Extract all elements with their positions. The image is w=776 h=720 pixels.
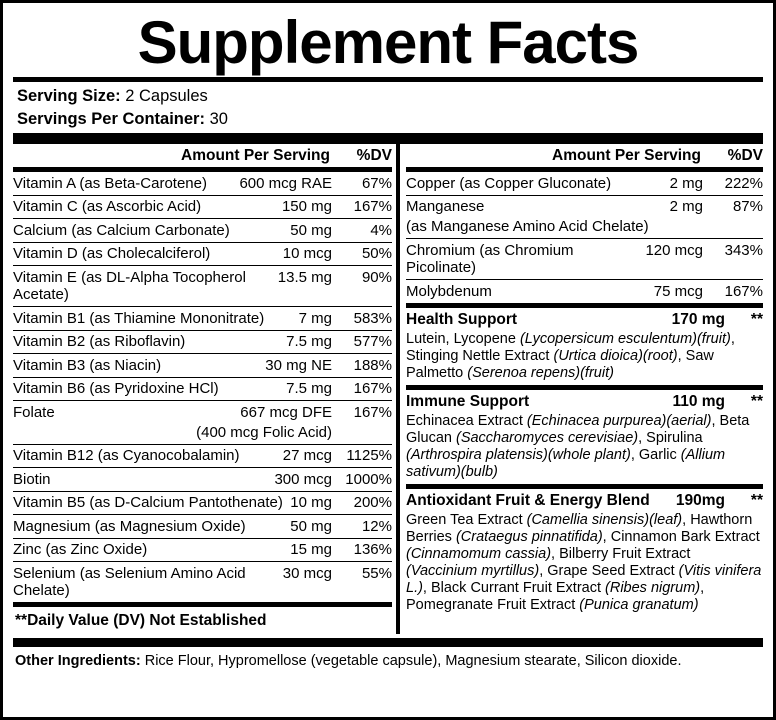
servings-per-container-line [13,110,763,133]
nutrient-amount: 27 mcg [282,447,332,464]
nutrient-amount: 15 mg [290,541,332,558]
blend-section [406,484,763,617]
nutrient-dv: 583% [353,309,392,327]
nutrient-amount: 75 mcg [653,282,703,300]
nutrient-dv: 167% [353,380,392,397]
nutrient-row-main [13,266,392,306]
blend-ingredients: Lutein, Lycopene (Lycopersicum esculentum)(fruit), Stinging Nettle Extract (Urtica dioica)(root), Saw Palmetto (Serenoa repens)(fruit) [406,330,735,381]
nutrient-amount: 7.5 mg [286,380,332,397]
nutrient-row-main [13,401,392,424]
nutrient-amount: 30 mcg [282,564,332,582]
nutrient-row [13,330,392,354]
nutrient-amount: 2 mg [669,174,703,192]
nutrient-dv: 188% [353,356,392,374]
nutrient-row [13,400,392,444]
nutrient-name-secondary: (as Manganese Amino Acid Chelate) [406,218,649,235]
blend-list [406,303,763,617]
nutrient-row [13,491,392,515]
nutrient-row-main [13,219,392,242]
nutrient-row-main [13,562,392,602]
nutrient-row [406,238,763,279]
nutrient-name: Molybdenum [406,282,492,300]
blend-amount: 110 mg [672,392,725,410]
nutrient-row [13,353,392,377]
servings-per-container-value: 30 [209,110,228,128]
nutrient-row [406,195,763,239]
blend-dv: ** [750,310,763,328]
header-dv: %DV [356,147,392,164]
nutrient-amount: 50 mg [290,517,332,535]
nutrient-dv: 12% [361,517,392,535]
nutrient-name: Manganese [406,198,485,215]
page-title: Supplement Facts [137,9,639,76]
nutrient-row-main [13,354,392,377]
nutrient-row [13,172,392,195]
nutrient-dv: 1125% [346,447,392,464]
nutrient-amount: 600 mcg RAE [239,174,332,192]
nutrient-dv: 87% [732,198,763,215]
nutrient-row-main [13,196,392,219]
nutrient-row-main [406,239,763,279]
nutrient-row-main [13,243,392,266]
nutrient-row-main [13,445,392,468]
serving-divider [13,133,763,144]
nutrient-row-main [13,307,392,330]
nutrient-row-main [13,492,392,515]
servings-per-container-label: Servings Per Container: [17,110,205,128]
nutrient-name: Vitamin B2 (as Riboflavin) [13,333,186,350]
nutrient-row [13,561,392,602]
nutrient-amount: 7 mg [298,309,332,327]
nutrient-row [406,279,763,303]
nutrient-name: Zinc (as Zinc Oxide) [13,541,148,558]
blend-dv: ** [750,491,763,509]
header-amount-per-serving: Amount Per Serving [181,147,330,164]
blend-amount: 190mg [675,491,725,509]
nutrient-name: Folate [13,403,55,421]
nutrient-name: Chromium (as Chromium Picolinate) [406,241,574,276]
serving-size-label: Serving Size: [17,87,121,105]
nutrient-list-right [406,172,763,303]
nutrient-amount: 667 mcg DFE [240,403,332,421]
nutrient-name: Copper (as Copper Gluconate) [406,174,612,192]
nutrient-row [13,306,392,330]
nutrient-row-main [13,331,392,354]
blend-ingredients: Green Tea Extract (Camellia sinensis)(leaf), Hawthorn Berries (Crataegus pinnatifida), Cinnamon Bark Extract (Cinnamomum cassia), Bilberry Fruit Extract (Vaccinium myrtillus), Grape Seed Extract (Vitis vinifera L.), Black Currant Fruit Extract (Ribes nigrum), Pomegranate Fruit Extract (Punica granatum) [406,511,762,613]
nutrient-name-secondary: (400 mcg Folic Acid) [196,423,332,441]
nutrient-dv: 67% [361,174,392,192]
blend-name: Antioxidant Fruit & Energy Blend [406,491,650,509]
nutrient-amount: 10 mg [290,494,332,511]
nutrient-row [13,444,392,468]
nutrient-name: Vitamin B12 (as Cyanocobalamin) [13,447,240,464]
nutrient-row [13,514,392,538]
nutrient-amount: 150 mg [281,198,332,215]
nutrient-name: Vitamin C (as Ascorbic Acid) [13,198,202,215]
nutrient-amount: 120 mcg [645,241,703,259]
other-ingredients-value: Rice Flour, Hypromellose (vegetable capsule), Magnesium stearate, Silicon dioxide. [144,653,682,669]
nutrient-amount: 30 mg NE [265,356,332,374]
blend-ingredients: Echinacea Extract (Echinacea purpurea)(aerial), Beta Glucan (Saccharomyces cerevisiae), Spirulina (Arthrospira platensis)(whole plant), Garlic (Allium sativum)(bulb) [406,412,750,480]
nutrient-name: Vitamin B1 (as Thiamine Mononitrate) [13,309,265,327]
nutrient-amount: 13.5 mg [277,268,332,286]
nutrient-dv: 222% [724,174,763,192]
nutrient-name: Vitamin D (as Cholecalciferol) [13,245,211,262]
nutrient-row [13,538,392,562]
nutrient-row-main [406,196,763,219]
facts-columns [13,144,763,634]
nutrient-row-secondary [13,424,392,444]
blend-name: Health Support [406,310,518,328]
blend-header [406,489,763,511]
nutrient-name: Magnesium (as Magnesium Oxide) [13,517,246,535]
nutrient-dv: 90% [361,268,392,286]
column-header-right [406,144,763,167]
nutrient-dv: 167% [724,282,763,300]
nutrient-dv: 136% [353,541,392,558]
nutrient-row-main [13,515,392,538]
blend-dv: ** [750,392,763,410]
nutrient-dv: 55% [361,564,392,582]
nutrient-row [13,218,392,242]
footnote: **Daily Value (DV) Not Established [15,612,267,629]
nutrient-name: Vitamin B3 (as Niacin) [13,356,162,374]
column-separator [396,144,400,634]
facts-column-left [13,144,396,634]
nutrient-amount: 2 mg [669,198,703,215]
blend-header [406,308,763,330]
nutrient-dv: 50% [361,245,392,262]
nutrient-dv: 577% [353,333,392,350]
nutrient-row-main [13,539,392,562]
nutrient-dv: 4% [370,221,392,239]
facts-column-right [404,144,763,634]
nutrient-name: Selenium (as Selenium Amino Acid Chelate) [13,564,246,599]
nutrient-name: Vitamin A (as Beta-Carotene) [13,174,207,192]
blend-header [406,390,763,412]
serving-size-value: 2 Capsules [125,87,208,105]
nutrient-row [13,195,392,219]
nutrient-dv: 343% [724,241,763,259]
nutrient-row-secondary [406,218,763,238]
blend-name: Immune Support [406,392,530,410]
nutrient-name: Vitamin B6 (as Pyridoxine HCl) [13,380,219,397]
nutrient-list-left [13,172,392,602]
nutrient-row-main [406,172,763,195]
header-amount-per-serving-right: Amount Per Serving [552,147,701,164]
nutrient-amount: 7.5 mg [286,333,332,350]
nutrient-row-main [13,468,392,491]
nutrient-amount: 10 mcg [282,245,332,262]
blend-section [406,385,763,484]
serving-size-line [13,82,763,110]
nutrient-row-main [13,172,392,195]
other-ingredients-label: Other Ingredients: [15,653,141,669]
header-dv-right: %DV [727,147,763,164]
nutrient-name: Vitamin B5 (as D-Calcium Pantothenate) [13,494,283,511]
nutrient-row [13,242,392,266]
column-header-left [13,144,392,167]
nutrient-dv: 1000% [345,470,392,488]
nutrient-dv: 200% [353,494,392,511]
nutrient-amount: 50 mg [290,221,332,239]
nutrient-row [13,467,392,491]
blend-section [406,303,763,385]
footer-divider [13,638,763,647]
nutrient-name: Vitamin E (as DL-Alpha Tocopherol Acetate) [13,268,246,303]
nutrient-row [13,265,392,306]
nutrient-row [406,172,763,195]
nutrient-amount: 300 mcg [274,470,332,488]
nutrient-row [13,377,392,401]
nutrient-name: Biotin [13,470,51,488]
nutrient-row-main [13,378,392,401]
nutrient-row-main [406,280,763,303]
nutrient-dv: 167% [353,198,392,215]
nutrient-dv: 167% [353,403,392,421]
other-ingredients [13,647,763,670]
nutrient-name: Calcium (as Calcium Carbonate) [13,221,230,239]
blend-amount: 170 mg [671,310,725,328]
